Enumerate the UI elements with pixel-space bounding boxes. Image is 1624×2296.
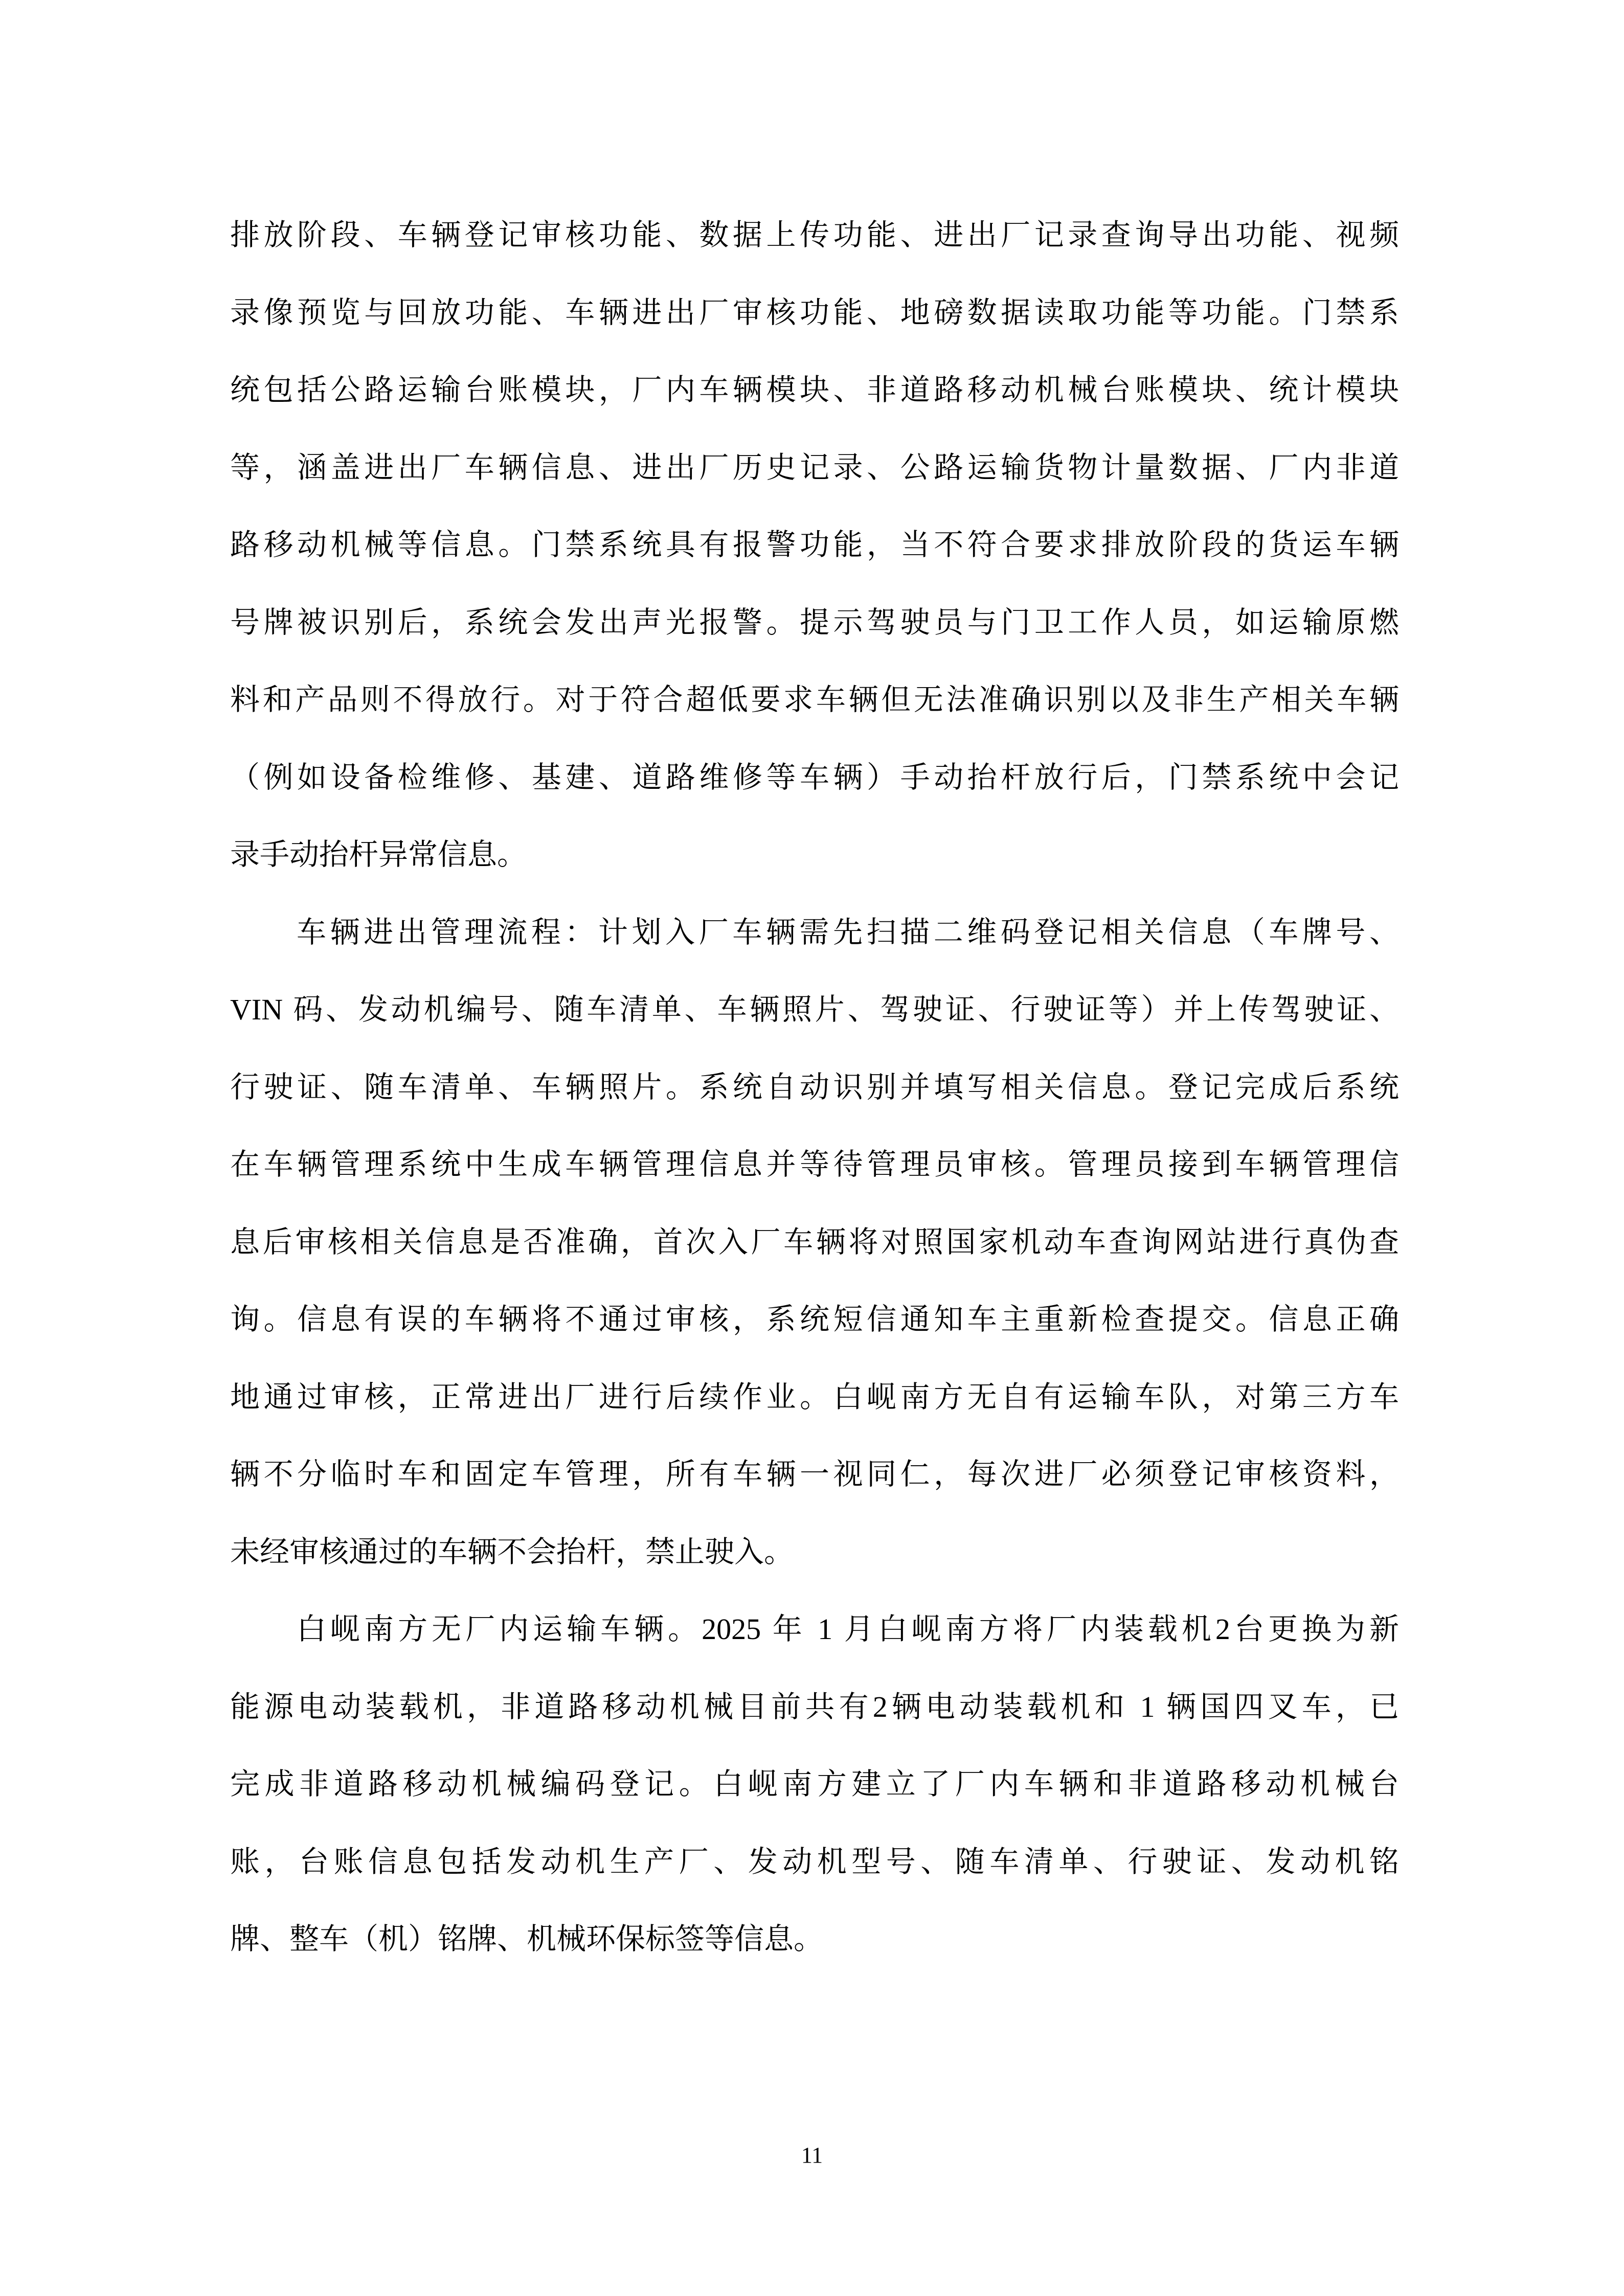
text-line: （例如设备检维修、基建、道路维修等车辆）手动抬杆放行后，门禁系统中会记 bbox=[230, 760, 1399, 794]
text-line: 路移动机械等信息。门禁系统具有报警功能，当不符合要求排放阶段的货运车辆 bbox=[230, 528, 1399, 561]
text-line: 料和产品则不得放行。对于符合超低要求车辆但无法准确识别以及非生产相关车辆 bbox=[230, 683, 1399, 716]
paragraph bbox=[230, 1590, 1399, 1978]
text-line: 牌、整车（机）铭牌、机械环保标签等信息。 bbox=[230, 1922, 824, 1956]
text-line: 行驶证、随车清单、车辆照片。系统自动识别并填写相关信息。登记完成后系统 bbox=[230, 1070, 1399, 1104]
text-line: 息后审核相关信息是否准确，首次入厂车辆将对照国家机动车查询网站进行真伪查 bbox=[230, 1225, 1399, 1259]
text-line: 账，台账信息包括发动机生产厂、发动机型号、随车清单、行驶证、发动机铭 bbox=[230, 1845, 1399, 1878]
text-line: 录手动抬杆异常信息。 bbox=[230, 838, 527, 871]
text-line: 录像预览与回放功能、车辆进出厂审核功能、地磅数据读取功能等功能。门禁系 bbox=[230, 295, 1399, 329]
text-line: 未经审核通过的车辆不会抬杆，禁止驶入。 bbox=[230, 1535, 794, 1568]
text-line: 辆不分临时车和固定车管理，所有车辆一视同仁，每次进厂必须登记审核资料， bbox=[230, 1458, 1399, 1491]
text-line: 白岘南方无厂内运输车辆。2025 年 1 月白岘南方将厂内装载机2台更换为新 bbox=[297, 1612, 1399, 1646]
text-line: 在车辆管理系统中生成车辆管理信息并等待管理员审核。管理员接到车辆管理信 bbox=[230, 1148, 1399, 1181]
paragraph bbox=[230, 894, 1399, 1591]
text-line: VIN 码、发动机编号、随车清单、车辆照片、驾驶证、行驶证等）并上传驾驶证、 bbox=[230, 993, 1399, 1026]
page-body-text bbox=[230, 196, 1399, 1978]
text-line: 号牌被识别后，系统会发出声光报警。提示驾驶员与门卫工作人员，如运输原燃 bbox=[230, 605, 1399, 639]
text-line: 等，涵盖进出厂车辆信息、进出厂历史记录、公路运输货物计量数据、厂内非道 bbox=[230, 450, 1399, 484]
page-number: 11 bbox=[801, 2143, 823, 2168]
text-line: 统包括公路运输台账模块，厂内车辆模块、非道路移动机械台账模块、统计模块 bbox=[230, 373, 1399, 406]
text-line: 询。信息有误的车辆将不通过审核，系统短信通知车主重新检查提交。信息正确 bbox=[230, 1303, 1399, 1336]
paragraph bbox=[230, 196, 1399, 894]
text-line: 车辆进出管理流程：计划入厂车辆需先扫描二维码登记相关信息（车牌号、 bbox=[297, 915, 1399, 949]
text-line: 完成非道路移动机械编码登记。白岘南方建立了厂内车辆和非道路移动机械台 bbox=[230, 1767, 1399, 1801]
text-line: 能源电动装载机，非道路移动机械目前共有2辆电动装载机和 1 辆国四叉车，已 bbox=[230, 1690, 1399, 1723]
text-line: 地通过审核，正常进出厂进行后续作业。白岘南方无自有运输车队，对第三方车 bbox=[230, 1380, 1399, 1414]
text-line: 排放阶段、车辆登记审核功能、数据上传功能、进出厂记录查询导出功能、视频 bbox=[230, 218, 1399, 252]
